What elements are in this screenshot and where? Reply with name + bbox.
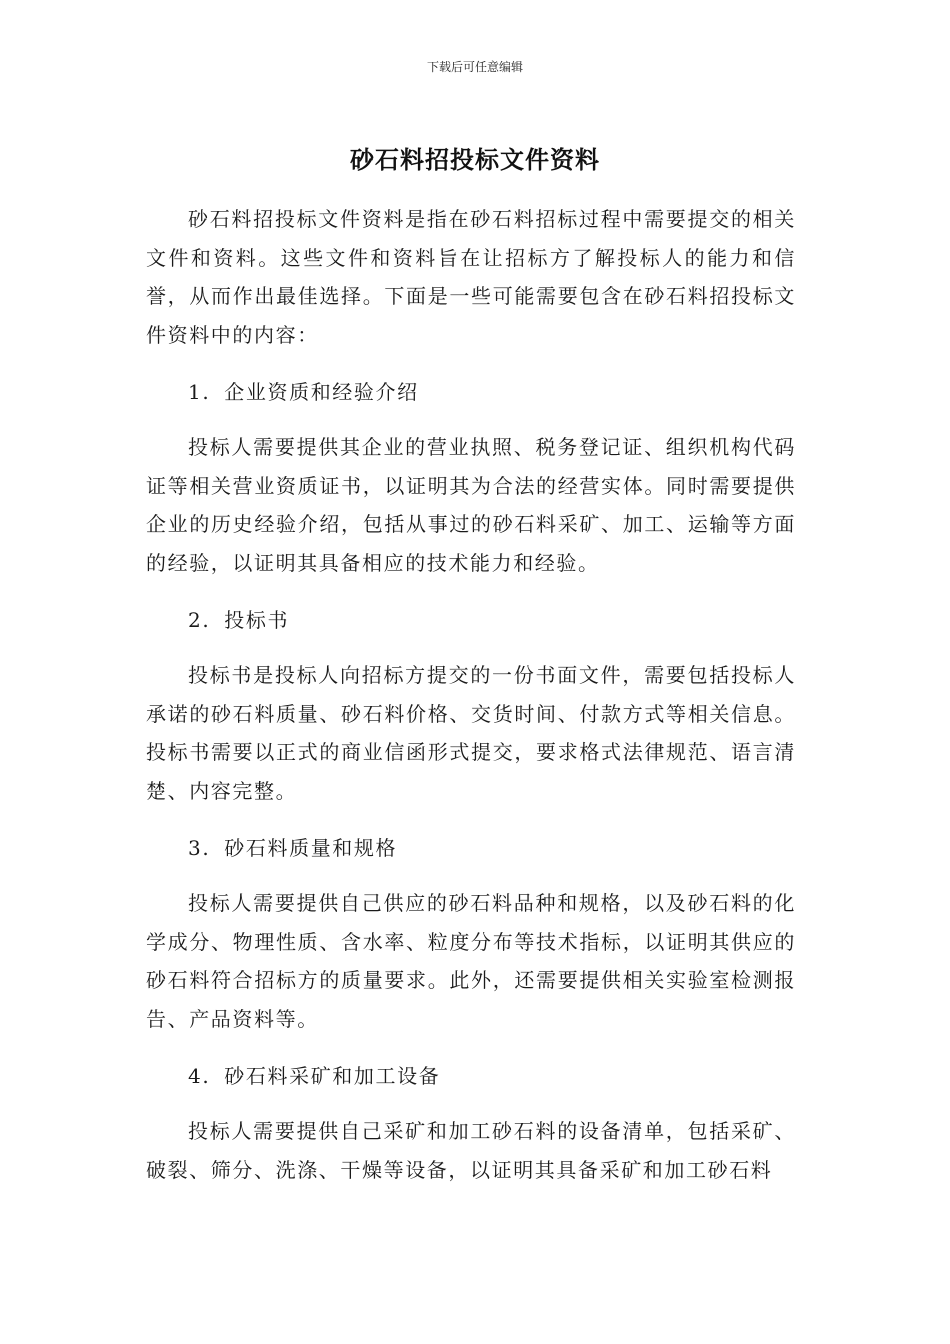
section-number: 2.	[188, 608, 211, 632]
section-paragraph-3: 投标人需要提供自己供应的砂石料品种和规格，以及砂石料的化学成分、物理性质、含水率、粒度分布等技术指标，以证明其供应的砂石料符合招标方的质量要求。此外，还需要提供相关实验室检测报告、产品资料等。	[146, 891, 796, 1031]
section-number: 4.	[188, 1064, 211, 1088]
document-body	[146, 200, 796, 1208]
document-title: 砂石料招投标文件资料	[350, 146, 600, 174]
section-paragraph-4: 投标人需要提供自己采矿和加工砂石料的设备清单，包括采矿、破裂、筛分、洗涤、干燥等设备，以证明其具备采矿和加工砂石料	[146, 1119, 796, 1182]
section-number: 1.	[188, 380, 211, 404]
section-heading-2	[146, 601, 796, 639]
section-title: 投标书	[224, 608, 290, 632]
header-note: 下载后可任意编辑	[426, 60, 523, 74]
section-heading-1	[146, 373, 796, 411]
section-paragraph-1: 投标人需要提供其企业的营业执照、税务登记证、组织机构代码证等相关营业资质证书，以证明其为合法的经营实体。同时需要提供企业的历史经验介绍，包括从事过的砂石料采矿、加工、运输等方面的经验，以证明其具备相应的技术能力和经验。	[146, 435, 796, 575]
section-paragraph-2: 投标书是投标人向招标方提交的一份书面文件，需要包括投标人承诺的砂石料质量、砂石料价格、交货时间、付款方式等相关信息。投标书需要以正式的商业信函形式提交，要求格式法律规范、语言清楚、内容完整。	[146, 663, 796, 803]
section-title: 砂石料采矿和加工设备	[224, 1064, 441, 1088]
section-number: 3.	[188, 836, 211, 860]
section-title: 企业资质和经验介绍	[224, 380, 419, 404]
section-heading-4	[146, 1057, 796, 1095]
section-heading-3	[146, 829, 796, 867]
intro-paragraph: 砂石料招投标文件资料是指在砂石料招标过程中需要提交的相关文件和资料。这些文件和资料旨在让招标方了解投标人的能力和信誉，从而作出最佳选择。下面是一些可能需要包含在砂石料招投标文件资料中的内容：	[146, 207, 796, 347]
section-title: 砂石料质量和规格	[224, 836, 398, 860]
